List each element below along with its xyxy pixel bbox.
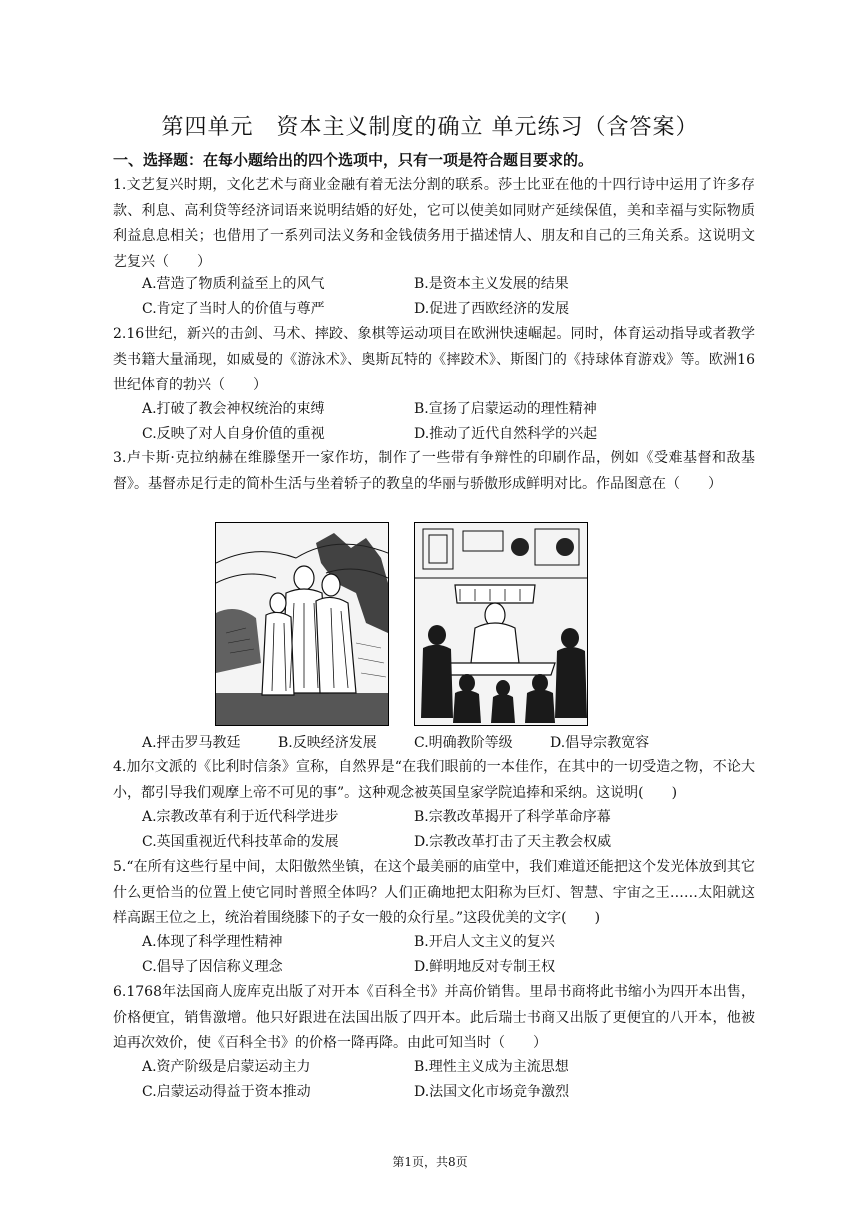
question-3-option-d: D.倡导宗教宽容	[550, 735, 650, 751]
question-3-option-b: B.反映经济发展	[278, 735, 377, 751]
woodcut-christ-image	[215, 522, 389, 726]
question-2-option-d: D.推动了近代自然科学的兴起	[414, 426, 598, 442]
question-2-option-c: C.反映了对人自身价值的重视	[142, 426, 325, 442]
question-6-option-d: D.法国文化市场竞争激烈	[414, 1084, 570, 1100]
question-3-option-a: A.抨击罗马教廷	[142, 735, 241, 751]
question-1-option-b: B.是资本主义发展的结果	[414, 276, 569, 292]
page-title: 第四单元 资本主义制度的确立 单元练习（含答案）	[161, 115, 699, 140]
section-heading: 一、选择题：在每小题给出的四个选项中，只有一项是符合题目要求的。	[113, 151, 594, 169]
question-6-stem: 6.1768年法国商人庞库克出版了对开本《百科全书》并高价销售。里昂书商将此书缩小为四开本出售，价格便宜，销售激增。他只好跟进在法国出版了四开本。此后瑞士书商又出版了更便宜的八开本，他被迫再次效价，使《百科全书》的价格一降再降。由此可知当时（ ）	[113, 984, 755, 1051]
woodcut-pope-image	[414, 522, 588, 726]
question-3-option-c: C.明确教阶等级	[414, 735, 513, 751]
question-1-option-d: D.促进了西欧经济的发展	[414, 301, 570, 317]
question-6-option-b: B.理性主义成为主流思想	[414, 1059, 569, 1075]
question-1-option-a: A.营造了物质利益至上的风气	[142, 276, 325, 292]
question-6-option-a: A.资产阶级是启蒙运动主力	[142, 1059, 311, 1075]
question-5-option-a: A.体现了科学理性精神	[142, 934, 283, 950]
question-2-option-b: B.宣扬了启蒙运动的理性精神	[414, 401, 597, 417]
question-5-option-c: C.倡导了因信称义理念	[142, 959, 283, 975]
question-1-stem: 1.文艺复兴时期，文化艺术与商业金融有着无法分割的联系。莎士比亚在他的十四行诗中运用了许多存款、利息、高利贷等经济词语来说明结婚的好处，它可以使美如同财产延续保值，美和幸福与实际物质利益息息相关；也借用了一系列司法义务和金钱债务用于描述情人、朋友和自己的三角关系。这说明文艺复兴（ ）	[113, 177, 755, 270]
question-4-option-d: D.宗教改革打击了天主教会权威	[414, 834, 612, 850]
question-1-option-c: C.肯定了当时人的价值与尊严	[142, 301, 325, 317]
question-5-option-b: B.开启人文主义的复兴	[414, 934, 555, 950]
question-4-option-c: C.英国重视近代科技革命的发展	[142, 834, 339, 850]
question-3-stem: 3.卢卡斯·克拉纳赫在维滕堡开一家作坊，制作了一些带有争辩性的印刷作品，例如《受难基督和敌基督》。基督赤足行走的简朴生活与坐着轿子的教皇的华丽与骄傲形成鲜明对比。作品图意在（ ）	[113, 450, 755, 492]
question-4-stem: 4.加尔文派的《比利时信条》宣称，自然界是“在我们眼前的一本佳作，在其中的一切受造之物，不论大小，都引导我们观摩上帝不可见的事”。这种观念被英国皇家学院追捧和采纳。这说明( )	[113, 759, 755, 801]
question-4-option-b: B.宗教改革揭开了科学革命序幕	[414, 809, 611, 825]
question-6-option-c: C.启蒙运动得益于资本推动	[142, 1084, 311, 1100]
question-2-stem: 2.16世纪，新兴的击剑、马术、摔跤、象棋等运动项目在欧洲快速崛起。同时，体育运动指导或者教学类书籍大量涌现，如威曼的《游泳术》、奥斯瓦特的《摔跤术》、斯图门的《持球体育游戏》等。欧洲16世纪体育的勃兴（ ）	[113, 326, 755, 393]
question-4-option-a: A.宗教改革有利于近代科学进步	[142, 809, 339, 825]
question-5-option-d: D.鲜明地反对专制王权	[414, 959, 556, 975]
page-footer: 第1页，共8页	[392, 1155, 468, 1169]
question-2-option-a: A.打破了教会神权统治的束缚	[142, 401, 325, 417]
question-5-stem: 5.“在所有这些行星中间，太阳傲然坐镇，在这个最美丽的庙堂中，我们难道还能把这个发光体放到其它什么更恰当的位置上使它同时普照全体吗？人们正确地把太阳称为巨灯、智慧、宇宙之王……太阳就这样高踞王位之上，统治着围绕膝下的子女一般的众行星。”这段优美的文字( )	[113, 859, 755, 926]
